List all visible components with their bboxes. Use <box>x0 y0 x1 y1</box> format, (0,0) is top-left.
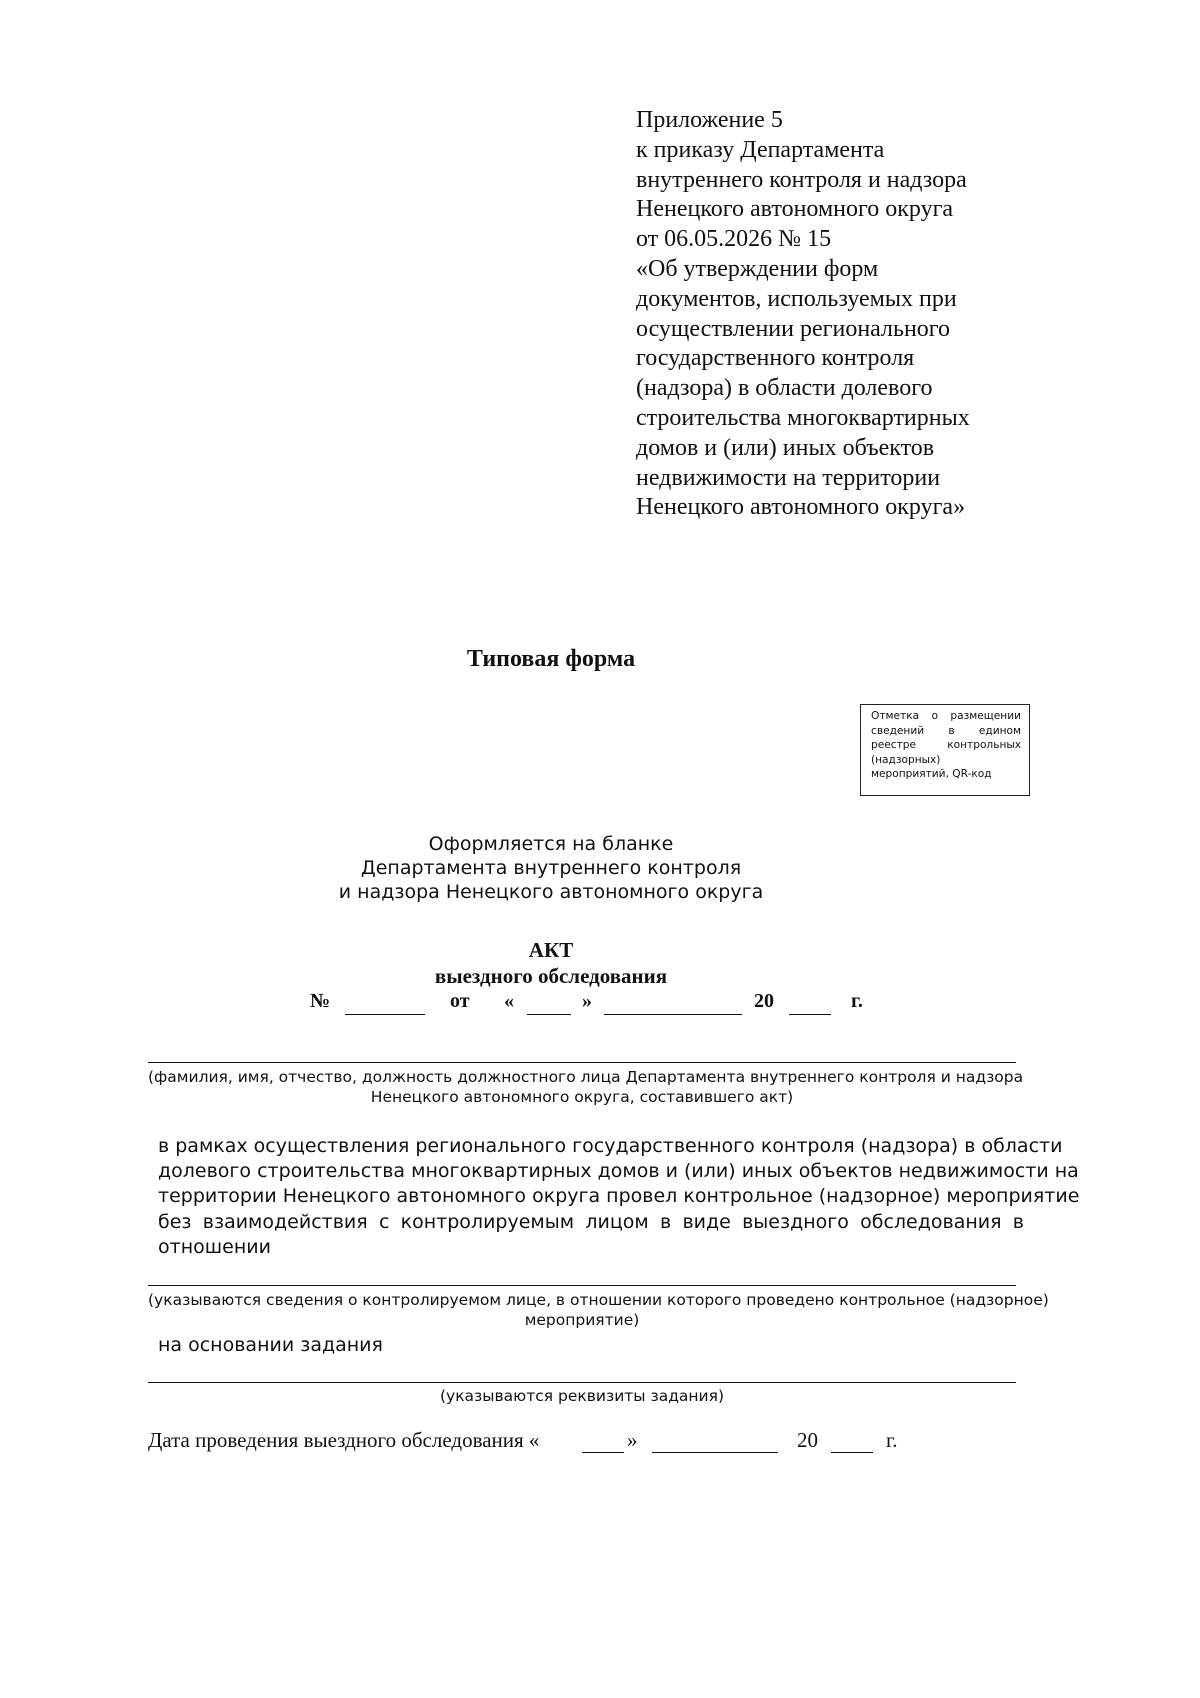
appendix-line: государственного контроля <box>636 345 915 372</box>
appendix-line: осуществлении регионального <box>636 315 951 342</box>
inspection-year-prefix: 20 <box>797 1428 818 1452</box>
inspection-month-blank[interactable] <box>652 1452 778 1453</box>
inspection-day-blank[interactable] <box>582 1452 624 1453</box>
appendix-line: документов, используемых при <box>636 285 957 312</box>
qr-registry-box <box>860 704 1030 796</box>
appendix-line: недвижимости на территории <box>636 464 941 491</box>
body-paragraph-line: без взаимодействия с контролируемым лицом в виде выездного обследования в <box>158 1210 1024 1233</box>
appendix-line: Ненецкого автономного округа» <box>636 494 966 521</box>
appendix-line: «Об утверждении форм <box>636 255 879 282</box>
inspection-year-suffix: г. <box>886 1428 898 1452</box>
appendix-line: домов и (или) иных объектов <box>636 434 935 461</box>
controlled-person-field-line[interactable] <box>148 1285 1016 1286</box>
act-month-blank[interactable] <box>604 1014 742 1015</box>
body-paragraph-line: отношении <box>158 1235 271 1258</box>
blank-note-line: Оформляется на бланке <box>428 833 674 855</box>
act-title: АКТ <box>528 938 574 962</box>
form-type-heading: Типовая форма <box>466 646 636 672</box>
appendix-line: внутреннего контроля и надзора <box>636 166 967 193</box>
blank-note-line: Департамента внутреннего контроля <box>360 857 742 879</box>
act-subtitle: выездного обследования <box>434 964 668 988</box>
act-year-suffix: г. <box>851 990 863 1012</box>
controlled-person-caption-line: (указываются сведения о контролируемом лице, в отношении которого проведено контрольное (надзорное) <box>148 1291 1049 1309</box>
body-paragraph-line: долевого строительства многоквартирных домов и (или) иных объектов недвижимости на <box>158 1160 1079 1183</box>
appendix-line: к приказу Департамента <box>636 136 885 163</box>
blank-note <box>0 832 1102 904</box>
inspector-caption-line: (фамилия, имя, отчество, должность должностного лица Департамента внутреннего контроля и надзора <box>148 1068 1024 1086</box>
act-quote-close: » <box>582 990 592 1012</box>
appendix-line: (надзора) в области долевого <box>636 375 933 402</box>
controlled-person-caption-line: мероприятие) <box>524 1311 640 1329</box>
appendix-line: Ненецкого автономного округа <box>636 196 954 223</box>
inspection-quote-close: » <box>627 1428 638 1452</box>
appendix-line: от 06.05.2026 № 15 <box>636 226 832 253</box>
act-from-label: от <box>450 990 470 1012</box>
body-paragraph-line: в рамках осуществления регионального государственного контроля (надзора) в области <box>158 1135 1063 1157</box>
appendix-line: строительства многоквартирных <box>636 404 970 431</box>
blank-note-line: и надзора Ненецкого автономного округа <box>338 881 764 903</box>
appendix-line: Приложение 5 <box>636 107 783 133</box>
act-year-prefix: 20 <box>754 990 774 1012</box>
inspector-caption <box>148 1067 1024 1107</box>
inspector-caption-line: Ненецкого автономного округа, составившего акт) <box>370 1088 794 1106</box>
appendix-header <box>636 106 1076 523</box>
task-field-line[interactable] <box>148 1382 1016 1383</box>
act-number-blank[interactable] <box>345 1014 425 1015</box>
body-paragraph <box>158 1134 1080 1260</box>
act-day-blank[interactable] <box>527 1014 571 1015</box>
inspection-year-blank[interactable] <box>831 1452 873 1453</box>
act-number-label: № <box>310 990 331 1012</box>
inspector-field-line[interactable] <box>148 1062 1016 1063</box>
body-paragraph-line: территории Ненецкого автономного округа провел контрольное (надзорное) мероприятие <box>158 1185 1080 1208</box>
inspection-date-label: Дата проведения выездного обследования « <box>148 1428 540 1452</box>
act-year-blank[interactable] <box>789 1014 831 1015</box>
task-caption: (указываются реквизиты задания) <box>439 1387 725 1405</box>
controlled-person-caption <box>148 1290 1049 1330</box>
qr-registry-note: Отметка о размещении сведений в едином реестре контрольных (надзорных) мероприятий, QR-код <box>871 710 1021 781</box>
basis-label: на основании задания <box>158 1334 383 1356</box>
act-quote-open: « <box>504 990 514 1012</box>
